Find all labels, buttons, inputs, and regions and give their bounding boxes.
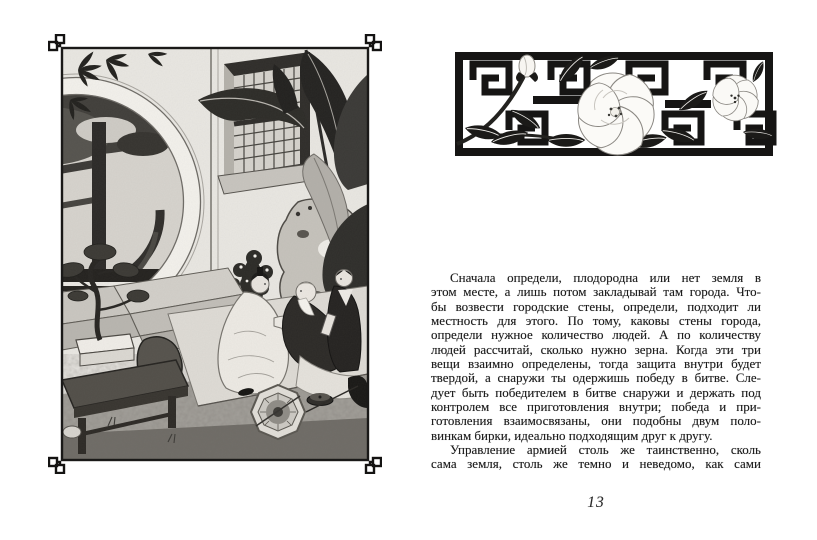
header-ornament-svg bbox=[447, 48, 779, 160]
text-line: Сначала определи, плодородна или нет земля в bbox=[450, 270, 761, 285]
text-line: определи нужное количество людей. А по количеству bbox=[431, 327, 761, 343]
text-line: этом месте, а лишь потом закладывай там города. Что- bbox=[431, 284, 761, 300]
peony-fret-header-ornament bbox=[447, 48, 779, 160]
text-line: Управление армией столь же таинственно, сколь bbox=[450, 442, 761, 458]
text-line: готовления взаимосвязаны, они подобны двум поло- bbox=[431, 413, 761, 429]
text-line: твердой, а снаружи ты одержишь победу в битве. Сле- bbox=[431, 370, 761, 386]
body-text bbox=[431, 271, 761, 472]
text-line: сама земля, столь же темно и неведомо, как сами bbox=[431, 456, 761, 472]
paper-grain bbox=[62, 48, 368, 460]
garden-scene-svg bbox=[48, 34, 382, 474]
page-number: 13 bbox=[587, 494, 605, 511]
text-line: контролем все приготовления внутри; победа и при- bbox=[431, 399, 761, 415]
text-line: людей рассчитай, сколько нужно зерна. Когда эти три bbox=[431, 341, 761, 357]
text-line: дует быть победителем в битве снаружи и держать под bbox=[431, 384, 761, 400]
text-line: бы возвести городские стены, определи, подходит ли bbox=[431, 298, 761, 314]
text-line: местность для этого. По тому, каковы стены города, bbox=[431, 313, 761, 329]
text-line: вещи взаимно определены, тогда защита внутри будет bbox=[431, 356, 761, 372]
text-line: винкам бирки, идеально подходящим друг к другу. bbox=[431, 427, 713, 443]
left-page-illustration bbox=[48, 34, 382, 474]
